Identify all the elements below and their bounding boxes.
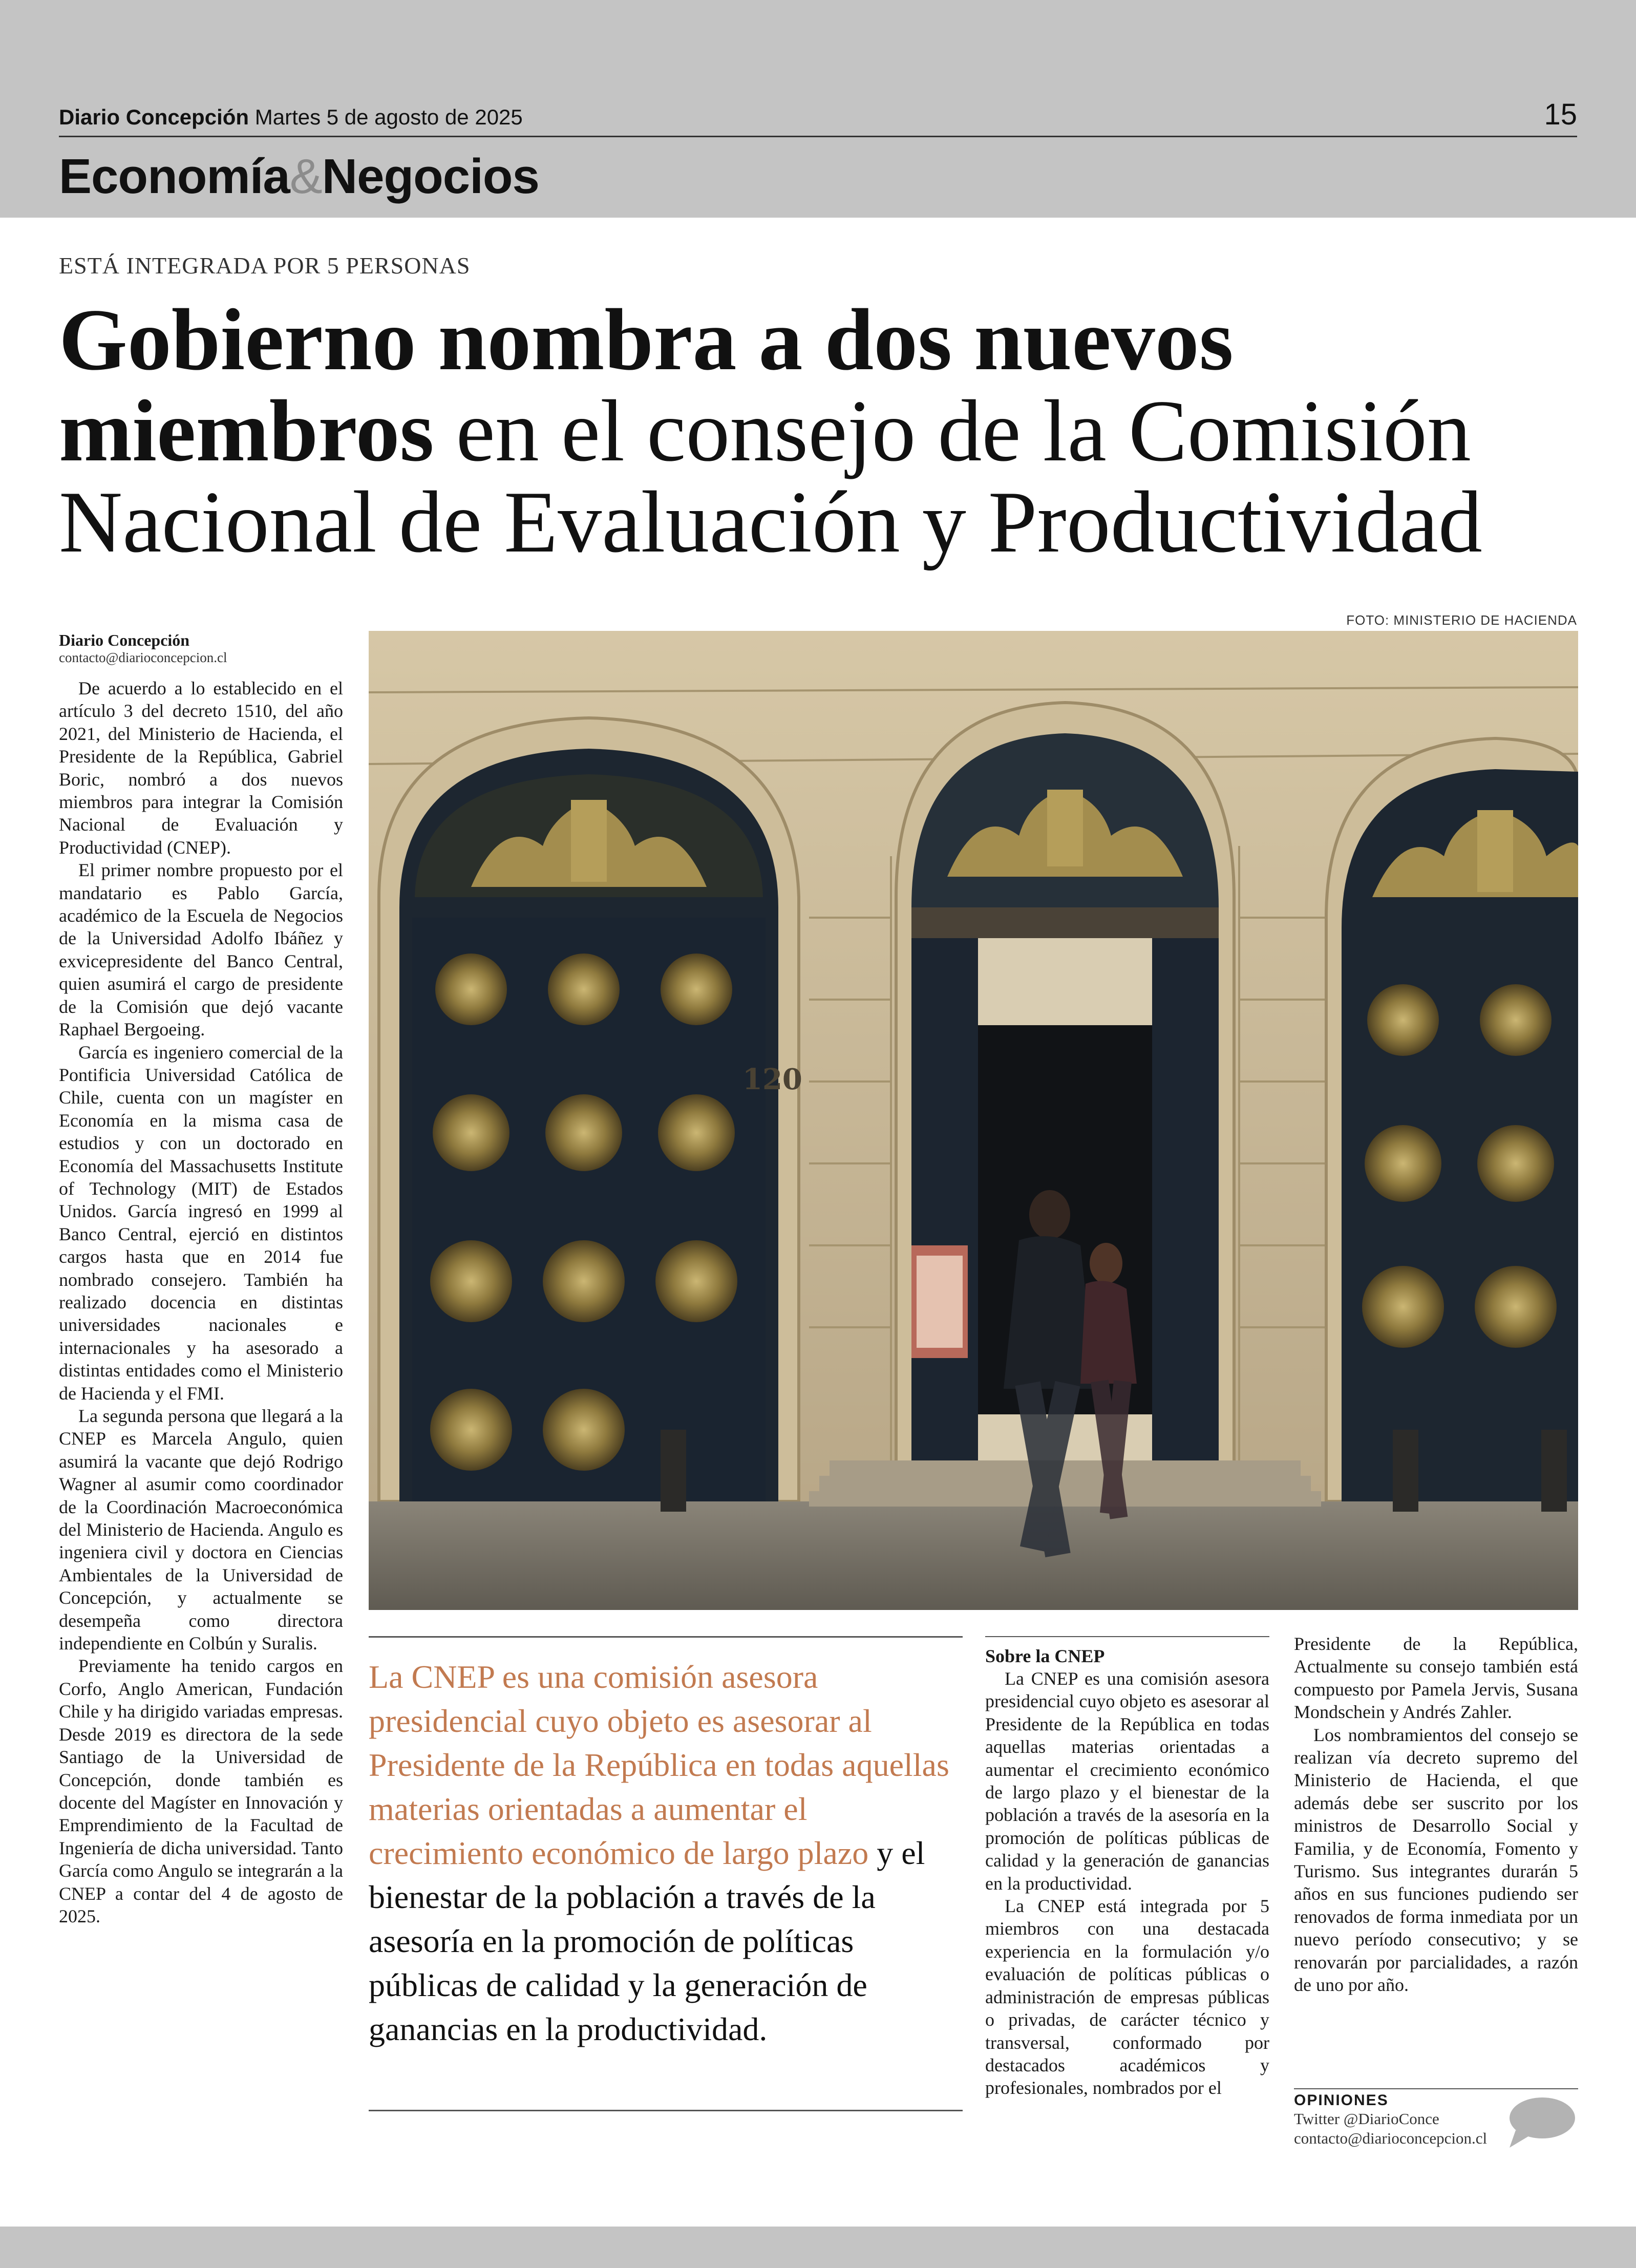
header-rule [59, 136, 1577, 137]
headline-regular: en el consejo de la Comisión Nacional de Evaluación y Productividad [59, 383, 1482, 571]
opiniones-twitter: Twitter @DiarioConce [1294, 2110, 1439, 2128]
sidebar-top-rule [985, 1636, 1269, 1637]
section-title-part1: Economía [59, 149, 290, 204]
issue-date: Martes 5 de agosto de 2025 [254, 105, 523, 129]
section-title-part2: Negocios [322, 149, 539, 204]
kicker: ESTÁ INTEGRADA POR 5 PERSONAS [59, 252, 471, 279]
headline [59, 291, 1595, 571]
pullquote [369, 1655, 963, 2051]
sidebar-column-continued [1294, 1633, 1578, 1997]
building-entrance-illustration [369, 631, 1578, 1610]
sidebar-paragraph: La CNEP es una comisión asesora presidencial cuyo objeto es asesorar al Presidente de la República en todas aquellas materias orientadas a aumentar el crecimiento económico de largo plazo y el bienestar de la población a través de la asesoría en la promoción de políticas públicas de calidad y la generación de ganancias en la productividad. [985, 1668, 1269, 1894]
body-paragraph: García es ingeniero comercial de la Pontificia Universidad Católica de Chile, cuenta con un magíster en Economía en la misma casa de estudios y con un doctorado en Economía del Massachusetts Institute of Technology (MIT) de Estados Unidos. García ingresó en 1999 al Banco Central, ejerció en distintos cargos hasta que en 2014 fue nombrado consejero. También ha realizado docencia en distintas universidades nacionales e internacionales y ha asesorado a distintas entidades como el Ministerio de Hacienda y el FMI. [59, 1042, 343, 1404]
byline-name: Diario Concepción [59, 631, 190, 649]
door-number: 120 [742, 1063, 802, 1096]
body-paragraph: La segunda persona que llegará a la CNEP es Marcela Angulo, quien asumirá la vacante que dejó Rodrigo Wagner al asumir como coordinador de la Coordinación Macroeconómica del Ministerio de Hacienda. Angulo es ingeniera civil y doctora en Ciencias Ambientales de la Universidad de Concepción, y actualmente se desempeña como directora independiente en Colbún y Suralis. [59, 1406, 343, 1654]
body-paragraph: Previamente ha tenido cargos en Corfo, Anglo American, Fundación Chile y ha dirigido variadas empresas. Desde 2019 es directora de la sede Santiago de la Universidad de Concepción, donde también es docente del Magíster en Innovación y Emprendimiento de la Facultad de Ingeniería de dicha universidad. Tanto García como Angulo se integrarán a la CNEP a contar del 4 de agosto de 2025. [59, 1656, 343, 1926]
pullquote-bottom-rule [369, 2110, 963, 2111]
sidebar-paragraph: Los nombramientos del consejo se realizan vía decreto supremo del Ministerio de Hacienda, el que además debe ser suscrito por los ministros de Desarrollo Social y Familia, y de Economía, Fomento y Turismo. Sus integrantes durarán 5 años en sus funciones pudiendo ser renovados de forma inmediata por un nuevo período consecutivo; y se renovarán por parcialidades, a razón de uno por año. [1294, 1724, 1578, 1996]
body-paragraph: De acuerdo a lo establecido en el artículo 3 del decreto 1510, del año 2021, del Ministerio de Hacienda, el Presidente de la República, Gabriel Boric, nombró a dos nuevos miembros para integrar la Comisión Nacional de Evaluación y Productividad (CNEP). [59, 678, 343, 858]
footer-band [0, 2227, 1636, 2268]
body-paragraph: El primer nombre propuesto por el mandatario es Pablo García, académico de la Escuela de Negocios de la Universidad Adolfo Ibáñez y exvicepresidente del Banco Central, quien asumirá el cargo de presidente de la Comisión que dejó vacante Raphael Bergoeing. [59, 860, 343, 1040]
section-title [59, 149, 539, 205]
paper-name: Diario Concepción [59, 105, 249, 129]
page-number: 15 [1544, 98, 1577, 131]
opiniones-email: contacto@diarioconcepcion.cl [1294, 2129, 1488, 2147]
pullquote-rest: y el bienestar de la población a través de la asesoría en la promoción de políticas públicas de calidad y la generación de ganancias en la productividad. [369, 1835, 925, 2047]
byline [59, 631, 343, 666]
pullquote-top-rule [369, 1636, 963, 1638]
headline-bold: Gobierno nombra a dos nuevos miembros [59, 291, 1234, 480]
opiniones-label: OPINIONES [1294, 2092, 1389, 2109]
masthead [59, 105, 523, 130]
sidebar-paragraph: Presidente de la República, Actualmente su consejo también está compuesto por Pamela Jervis, Susana Mondschein y Andrés Zahler. [1294, 1634, 1578, 1723]
pullquote-accent: La CNEP es una comisión asesora presidencial cuyo objeto es asesorar al Presidente de la República en todas aquellas materias orientadas a aumentar el crecimiento económico de largo plazo [369, 1659, 949, 1871]
byline-email: contacto@diarioconcepcion.cl [59, 650, 227, 665]
sidebar-column [985, 1645, 1269, 2100]
sidebar-title: Sobre la CNEP [985, 1646, 1105, 1666]
photo-credit: FOTO: MINISTERIO DE HACIENDA [1346, 612, 1577, 628]
speech-bubble-icon [1505, 2094, 1577, 2153]
opiniones-rule [1294, 2088, 1578, 2089]
article-body [59, 677, 343, 1927]
building-photo [369, 631, 1578, 1610]
section-ampersand: & [289, 149, 322, 204]
sidebar-paragraph: La CNEP está integrada por 5 miembros con una destacada experiencia en la formulación y/o evaluación de políticas públicas o administración de empresas públicas o privadas, de carácter técnico y transversal, conformado por destacados académicos y profesionales, nombrados por el [985, 1896, 1269, 2099]
